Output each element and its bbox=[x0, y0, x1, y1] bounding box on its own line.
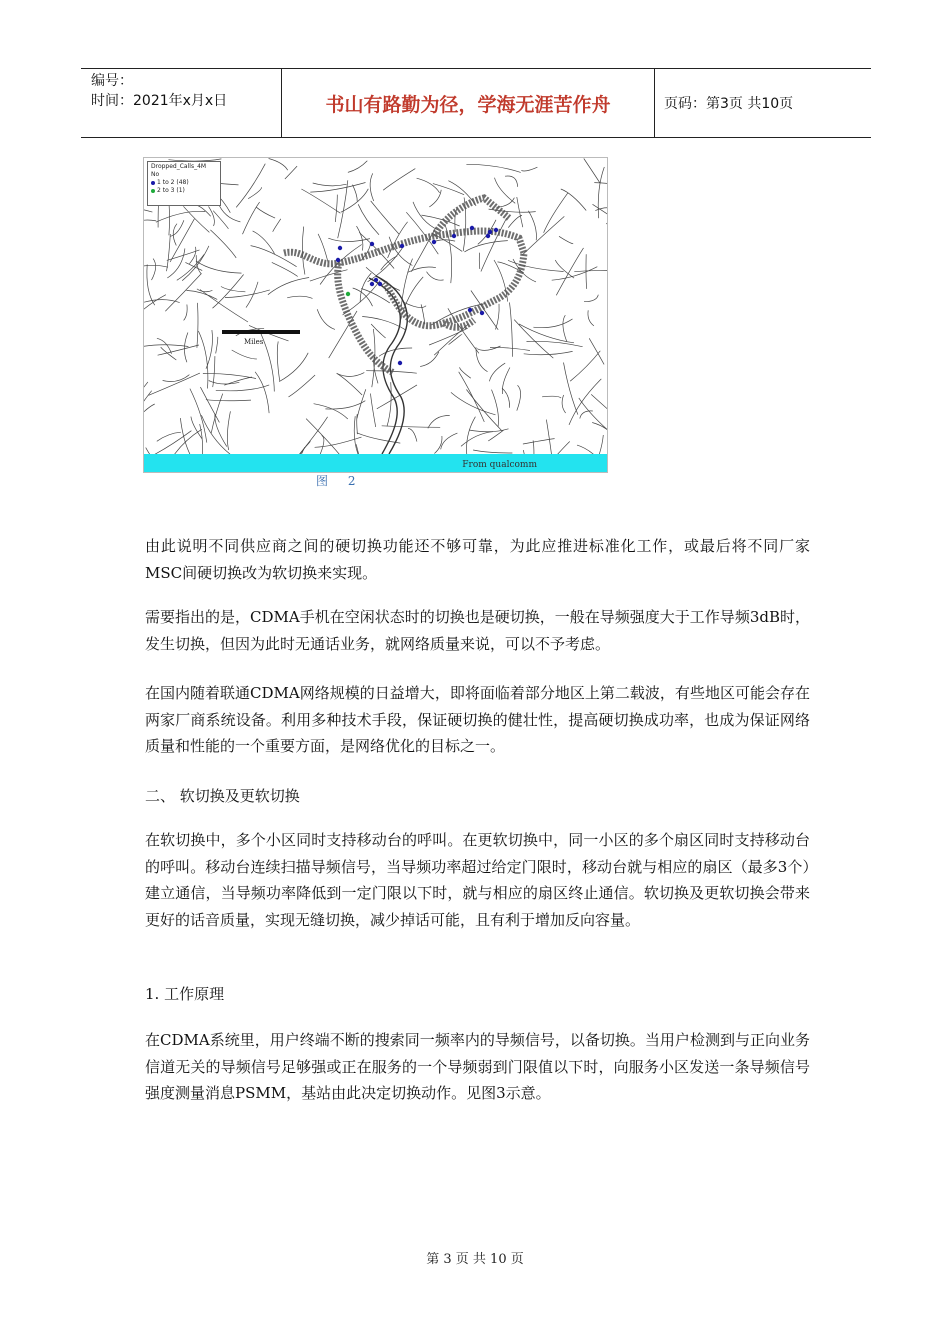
street-line bbox=[359, 232, 394, 268]
street-line bbox=[144, 209, 152, 212]
street-line bbox=[557, 442, 570, 455]
street-line bbox=[370, 173, 374, 201]
street-line bbox=[584, 295, 598, 302]
street-line bbox=[218, 202, 241, 222]
street-line bbox=[213, 211, 228, 229]
street-line bbox=[144, 265, 168, 268]
street-line bbox=[152, 259, 156, 281]
dropped-call-marker bbox=[338, 246, 342, 250]
street-line bbox=[559, 236, 573, 244]
street-line bbox=[183, 206, 209, 232]
street-line bbox=[170, 220, 184, 236]
document-header bbox=[81, 68, 871, 138]
street-line bbox=[508, 260, 564, 271]
street-line bbox=[555, 260, 574, 278]
street-line bbox=[593, 435, 603, 454]
street-line bbox=[521, 167, 537, 171]
street-line bbox=[287, 296, 312, 298]
header-page-info: 页码：第3页 共10页 bbox=[664, 96, 794, 112]
dropped-call-marker bbox=[374, 278, 378, 282]
dropped-call-marker bbox=[486, 234, 490, 238]
street-line bbox=[186, 290, 217, 299]
street-line bbox=[404, 302, 427, 307]
street-line bbox=[427, 272, 444, 280]
header-motto: 书山有路勤为径，学海无涯苦作舟 bbox=[282, 69, 655, 137]
street-line bbox=[177, 254, 204, 280]
street-line bbox=[502, 388, 510, 408]
dropped-call-marker bbox=[432, 240, 436, 244]
street-line bbox=[478, 220, 496, 245]
street-line bbox=[574, 271, 607, 273]
street-line bbox=[157, 432, 181, 441]
street-line bbox=[606, 223, 607, 256]
paragraph: 由此说明不同供应商之间的硬切换功能还不够可靠，为此应推进标准化工作，或最后将不同厂家MSC间硬切换改为软切换来实现。 bbox=[145, 537, 810, 582]
dropped-call-marker bbox=[370, 282, 374, 286]
street-line bbox=[269, 159, 288, 171]
street-line bbox=[225, 290, 270, 298]
street-line bbox=[477, 346, 500, 350]
dropped-call-marker bbox=[336, 258, 340, 262]
street-line bbox=[147, 265, 155, 306]
street-line bbox=[165, 274, 201, 312]
street-line bbox=[144, 345, 188, 350]
street-line bbox=[253, 231, 275, 254]
street-line bbox=[317, 309, 335, 329]
street-line bbox=[502, 368, 510, 395]
street-line bbox=[544, 193, 568, 233]
street-line bbox=[522, 216, 564, 255]
street-line bbox=[216, 385, 269, 391]
street-line bbox=[471, 291, 498, 330]
street-line bbox=[189, 247, 196, 264]
street-line bbox=[180, 418, 192, 454]
street-line bbox=[358, 204, 379, 234]
dropped-call-marker bbox=[480, 311, 484, 315]
street-line bbox=[184, 333, 187, 363]
street-line bbox=[533, 440, 534, 454]
street-line bbox=[434, 436, 442, 454]
header-meta-cell bbox=[81, 69, 282, 137]
dropped-call-marker bbox=[346, 292, 350, 296]
dropped-call-marker bbox=[468, 308, 472, 312]
street-line bbox=[201, 415, 234, 454]
dropped-call-marker bbox=[370, 242, 374, 246]
street-line bbox=[200, 290, 248, 323]
street-line bbox=[508, 215, 522, 227]
street-line bbox=[200, 424, 203, 454]
dropped-call-marker bbox=[398, 361, 402, 365]
street-line bbox=[196, 261, 242, 273]
scale-bar bbox=[222, 330, 300, 346]
section-heading: 二、 软切换及更软切换 bbox=[145, 787, 300, 805]
street-line bbox=[313, 183, 347, 186]
street-line bbox=[198, 331, 207, 389]
street-line bbox=[227, 411, 230, 450]
street-line bbox=[272, 262, 298, 276]
street-line bbox=[357, 226, 363, 251]
paragraph: 需要指出的是，CDMA手机在空闲状态时的切换也是硬切换，一般在导频强度大于工作导频3dB时，发生切换，但因为此时无通话业务，就网络质量来说，可以不予考虑。 bbox=[145, 608, 810, 653]
street-line bbox=[167, 234, 171, 271]
legend-subtitle: No bbox=[151, 171, 160, 178]
street-line bbox=[448, 181, 476, 206]
street-line bbox=[161, 347, 177, 360]
street-line bbox=[408, 267, 436, 272]
street-line bbox=[299, 417, 328, 454]
street-line bbox=[255, 372, 269, 413]
street-line bbox=[328, 238, 370, 241]
street-line bbox=[277, 341, 279, 380]
street-line bbox=[428, 415, 450, 428]
figure-credit: From qualcomm bbox=[462, 460, 537, 470]
street-line bbox=[510, 302, 513, 356]
street-line bbox=[320, 435, 324, 454]
street-line bbox=[196, 255, 201, 274]
street-line bbox=[163, 375, 190, 382]
street-line bbox=[441, 433, 458, 449]
dropped-call-marker bbox=[470, 226, 474, 230]
street-line bbox=[357, 389, 366, 418]
street-line bbox=[273, 219, 281, 232]
paragraph: 在国内随着联通CDMA网络规模的日益增大，即将面临着部分地区上第二载波，有些地区可能会存在两家厂商系统设备。利用多种技术手段，保证硬切换的健壮性，提高硬切换成功率，也成为保证网络质量和性能的一个重要方面，是网络优化的目标之一。 bbox=[145, 684, 810, 755]
street-line bbox=[517, 385, 521, 410]
street-line bbox=[144, 404, 155, 423]
subsection-heading: 1. 工作原理 bbox=[145, 985, 225, 1003]
street-line bbox=[496, 304, 500, 330]
street-line bbox=[268, 278, 309, 295]
street-line bbox=[459, 372, 485, 422]
street-line bbox=[598, 167, 604, 218]
street-line bbox=[302, 227, 304, 275]
street-line bbox=[236, 164, 265, 208]
street-line bbox=[563, 315, 567, 341]
document-date-label: 时间：2021年x月x日 bbox=[91, 93, 228, 109]
figure-caption: 图 2 bbox=[316, 474, 364, 488]
street-line bbox=[505, 176, 518, 187]
street-line bbox=[353, 288, 373, 306]
street-line bbox=[371, 201, 399, 234]
dropped-call-marker bbox=[494, 228, 498, 232]
street-line bbox=[216, 337, 218, 354]
street-line bbox=[348, 161, 367, 173]
street-line bbox=[335, 195, 337, 222]
street-line bbox=[371, 394, 376, 428]
street-line bbox=[594, 183, 607, 194]
street-line bbox=[343, 280, 381, 315]
street-line bbox=[570, 351, 600, 381]
legend-item: 2 to 3 (1) bbox=[151, 187, 217, 195]
street-line bbox=[591, 394, 607, 432]
street-line bbox=[200, 387, 219, 422]
street-line bbox=[285, 166, 297, 179]
street-line bbox=[579, 398, 607, 435]
street-line bbox=[144, 382, 148, 408]
dropped-call-marker bbox=[378, 282, 382, 286]
street-line bbox=[356, 444, 370, 454]
street-line bbox=[401, 277, 424, 321]
map-legend bbox=[147, 161, 221, 206]
street-line bbox=[206, 400, 251, 401]
street-line bbox=[144, 220, 156, 224]
street-line bbox=[561, 189, 586, 211]
street-line bbox=[156, 211, 205, 222]
paragraph: 在软切换中，多个小区同时支持移动台的呼叫。在更软切换中，同一小区的多个扇区同时支持移动台的呼叫。移动台连续扫描导频信号，当导频功率超过给定门限时，移动台就与相应的扇区（最多3个）建立通信，当导频功率降低到一定门限以下时，就与相应的扇区终止通信。软切换及更软切换会带来更好的话音质量，实现无缝切换，减少掉话可能，且有利于增加反向容量。 bbox=[145, 831, 810, 929]
street-line bbox=[467, 417, 476, 454]
street-line bbox=[473, 450, 512, 453]
legend-title: Dropped_Calls_4M bbox=[151, 163, 207, 170]
dropped-call-marker bbox=[452, 234, 456, 238]
street-line bbox=[464, 241, 507, 252]
street-line bbox=[408, 428, 417, 441]
street-line bbox=[382, 426, 441, 428]
street-line bbox=[167, 248, 185, 278]
street-line bbox=[451, 392, 496, 414]
street-line bbox=[194, 205, 211, 216]
street-line bbox=[157, 338, 172, 353]
legend-item: 1 to 2 (48) bbox=[151, 179, 217, 187]
street-line bbox=[533, 319, 572, 328]
street-line bbox=[528, 211, 536, 241]
street-line bbox=[524, 351, 573, 354]
street-line bbox=[479, 253, 480, 269]
street-line bbox=[197, 289, 213, 292]
street-line bbox=[325, 401, 365, 409]
street-line bbox=[489, 363, 505, 381]
legend-dot-icon bbox=[151, 189, 155, 193]
street-line bbox=[564, 363, 578, 415]
street-line bbox=[588, 310, 594, 326]
street-line bbox=[314, 404, 348, 419]
street-line bbox=[476, 347, 488, 372]
street-line bbox=[149, 373, 200, 395]
dropped-call-marker bbox=[488, 230, 492, 234]
street-line bbox=[420, 352, 439, 367]
legend-dot-icon bbox=[151, 181, 155, 185]
street-line bbox=[552, 267, 598, 281]
street-line bbox=[310, 270, 348, 281]
street-line bbox=[592, 423, 607, 436]
street-line bbox=[360, 273, 371, 302]
street-line bbox=[589, 338, 604, 364]
street-line bbox=[353, 185, 358, 202]
street-line bbox=[209, 206, 215, 226]
street-line bbox=[243, 202, 260, 234]
street-line bbox=[210, 230, 236, 258]
street-line bbox=[498, 262, 524, 273]
street-line bbox=[301, 189, 340, 213]
figure-footer-band bbox=[144, 454, 607, 472]
street-line bbox=[310, 183, 365, 193]
street-line bbox=[357, 433, 401, 443]
paragraph: 在CDMA系统里，用户终端不断的搜索同一频率内的导频信号，以备切换。当用户检测到与正向业务信道无关的导频信号足够强或正在服务的一个导频弱到门限值以下时，向服务小区发送一条导频信号强度测量消息PSMM，基站由此决定切换动作。见图3示意。 bbox=[145, 1031, 810, 1102]
street-line bbox=[569, 379, 601, 425]
street-line bbox=[329, 311, 357, 358]
street-line bbox=[292, 441, 310, 454]
street-line bbox=[197, 303, 198, 348]
street-line bbox=[279, 353, 308, 382]
street-line bbox=[481, 218, 507, 271]
dropped-calls-map-figure bbox=[143, 157, 608, 473]
dropped-call-marker bbox=[400, 244, 404, 248]
street-line bbox=[546, 420, 553, 454]
street-line bbox=[542, 396, 561, 398]
page-footer: 第 3 页 共 10 页 bbox=[426, 1252, 524, 1267]
street-line bbox=[461, 432, 493, 447]
street-line bbox=[383, 169, 415, 191]
street-line bbox=[495, 178, 516, 204]
street-line bbox=[190, 389, 207, 443]
street-line bbox=[215, 414, 227, 446]
svg-text:Miles: Miles bbox=[244, 338, 264, 346]
street-line bbox=[184, 305, 188, 321]
street-line bbox=[256, 207, 275, 218]
street-line bbox=[580, 411, 593, 419]
street-line bbox=[289, 375, 316, 397]
street-line bbox=[514, 320, 553, 359]
street-line bbox=[232, 350, 257, 359]
street-line bbox=[417, 178, 440, 193]
street-line bbox=[527, 341, 583, 346]
street-line bbox=[466, 164, 520, 172]
document-number-label: 编号： bbox=[91, 73, 133, 89]
street-line bbox=[433, 184, 464, 195]
street-line bbox=[562, 395, 566, 413]
street-line bbox=[584, 159, 600, 183]
